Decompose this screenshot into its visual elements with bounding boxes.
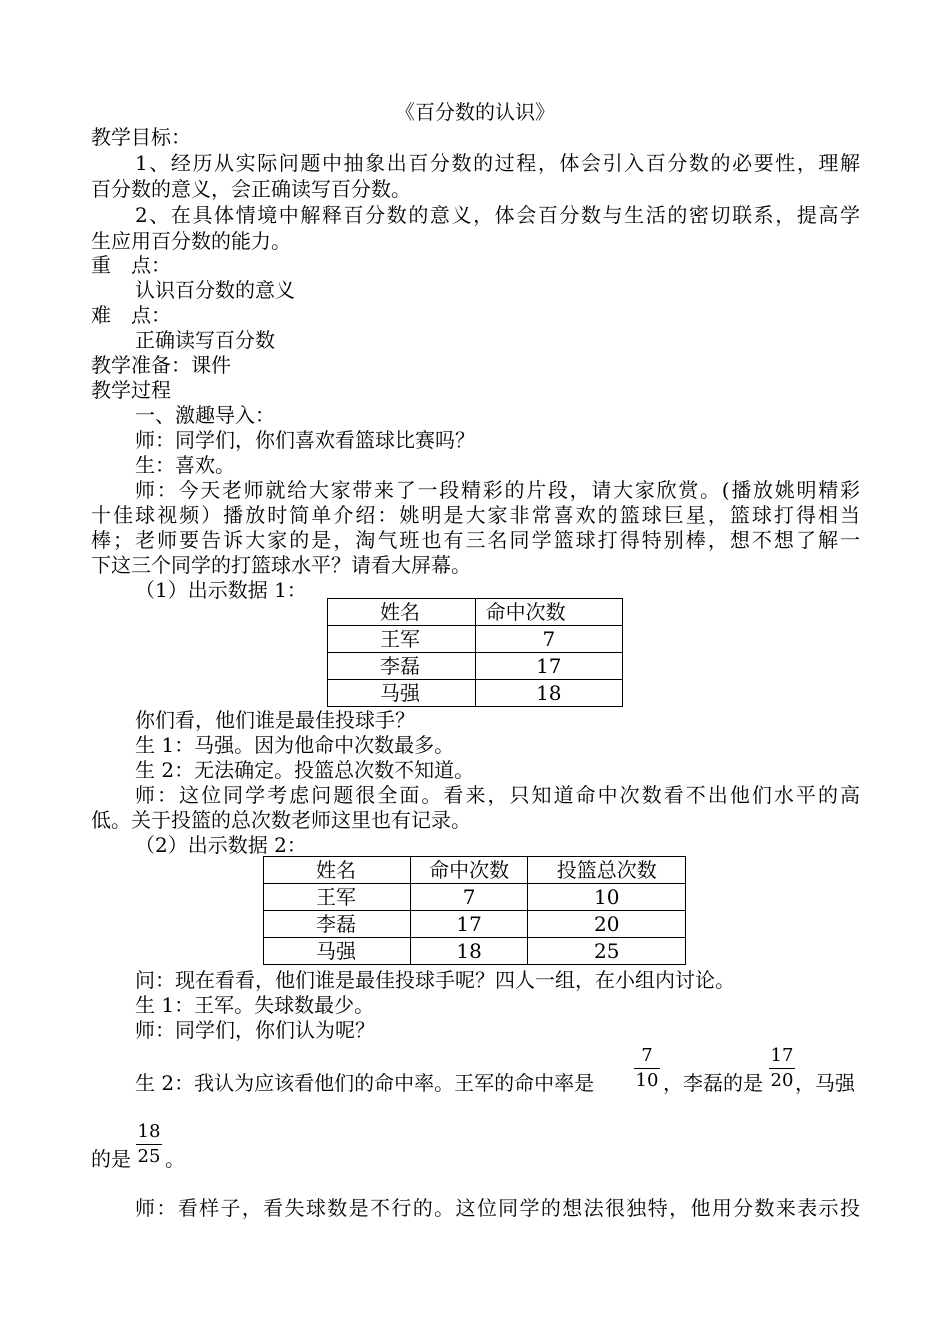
student-line-1: 生：喜欢。 — [135, 453, 235, 477]
table-cell: 李磊 — [264, 911, 411, 938]
table-cell: 7 — [475, 626, 622, 653]
teacher-line-2b: 十佳球视频）播放时简单介绍：姚明是大家非常喜欢的篮球巨星，篮球打得相当 — [91, 503, 860, 527]
fraction-7-10 — [634, 1045, 660, 1092]
data-1-caption: （1）出示数据 1： — [135, 578, 307, 602]
key-point-text: 认识百分数的意义 — [135, 278, 295, 302]
goal-2-line-1: 2、在具体情境中解释百分数的意义，体会百分数与生活的密切联系，提高学 — [135, 203, 860, 227]
table-header-row — [264, 857, 686, 884]
table-cell: 马强 — [264, 938, 411, 965]
fraction-18-25 — [136, 1121, 162, 1168]
teacher-line-2c: 棒；老师要告诉大家的是，淘气班也有三名同学篮球打得特别棒，想不想了解一 — [91, 528, 860, 552]
table-header-cell: 姓名 — [264, 857, 411, 884]
teacher-line-2a: 师：今天老师就给大家带来了一段精彩的片段，请大家欣赏。(播放姚明精彩 — [135, 478, 860, 502]
table-row — [328, 680, 623, 707]
teacher-line-3: 师：同学们，你们认为呢？ — [135, 1018, 375, 1042]
table-cell: 17 — [410, 911, 528, 938]
fraction-bar — [769, 1068, 795, 1069]
fraction-denominator: 25 — [137, 1146, 161, 1167]
teacher-line-1: 师：同学们，你们喜欢看篮球比赛吗？ — [135, 428, 475, 452]
teacher-line-2d: 下这三个同学的打篮球水平？请看大屏幕。 — [91, 553, 471, 577]
table-row — [264, 884, 686, 911]
table-header-cell: 姓名 — [328, 599, 476, 626]
fraction-bar — [136, 1144, 162, 1145]
student-2-answer-part1: 生 2：我认为应该看他们的命中率。王军的命中率是 — [135, 1071, 595, 1095]
teacher-line-4: 师：看样子，看失球数是不行的。这位同学的想法很独特，他用分数来表示投 — [135, 1196, 860, 1220]
difficulty-label: 难 点： — [91, 303, 171, 327]
table-cell: 10 — [528, 884, 686, 911]
fraction-numerator: 17 — [770, 1045, 794, 1066]
table-cell: 18 — [410, 938, 528, 965]
data-2-caption: （2）出示数据 2： — [135, 833, 307, 857]
data-2-table — [263, 856, 686, 965]
table-row — [264, 938, 686, 965]
table-row — [264, 911, 686, 938]
table-row — [328, 653, 623, 680]
key-point-label: 重 点： — [91, 253, 171, 277]
table-header-cell: 命中次数 — [475, 599, 622, 626]
fraction-bar — [634, 1068, 660, 1069]
fraction-numerator: 7 — [641, 1045, 653, 1066]
table-header-row — [328, 599, 623, 626]
question-line-2: 问：现在看看，他们谁是最佳投球手呢？四人一组，在小组内讨论。 — [135, 968, 735, 992]
question-line: 你们看，他们谁是最佳投球手？ — [135, 708, 415, 732]
difficulty-text: 正确读写百分数 — [135, 328, 275, 352]
student-1-answer: 生 1：马强。因为他命中次数最多。 — [135, 733, 455, 757]
table-cell: 17 — [475, 653, 622, 680]
student-2-answer-part3: ，马强 — [795, 1071, 855, 1095]
goal-1-line-1: 1、经历从实际问题中抽象出百分数的过程，体会引入百分数的必要性，理解 — [135, 151, 860, 175]
table-header-cell: 命中次数 — [410, 857, 528, 884]
data-1-table — [327, 598, 623, 707]
table-cell: 王军 — [264, 884, 411, 911]
table-cell: 李磊 — [328, 653, 476, 680]
table-row — [328, 626, 623, 653]
fraction-numerator: 18 — [137, 1121, 161, 1142]
table-header-cell: 投篮总次数 — [528, 857, 686, 884]
goal-1-line-2: 百分数的意义，会正确读写百分数。 — [91, 177, 411, 201]
fraction-17-20 — [769, 1045, 795, 1092]
table-cell: 马强 — [328, 680, 476, 707]
student-2-answer: 生 2：无法确定。投篮总次数不知道。 — [135, 758, 475, 782]
teacher-comment-1a: 师：这位同学考虑问题很全面。看来，只知道命中次数看不出他们水平的高 — [135, 783, 860, 807]
goal-heading: 教学目标： — [91, 125, 191, 149]
student-1-answer-2: 生 1：王军。失球数最少。 — [135, 993, 375, 1017]
table-cell: 18 — [475, 680, 622, 707]
student-2-answer-part4: 的是 — [91, 1147, 131, 1171]
preparation: 教学准备：课件 — [91, 353, 231, 377]
fraction-denominator: 10 — [635, 1070, 659, 1091]
process-heading: 教学过程 — [91, 378, 171, 402]
student-2-answer-part2: ，李磊的是 — [663, 1071, 763, 1095]
table-cell: 王军 — [328, 626, 476, 653]
section-1-heading: 一、激趣导入： — [135, 403, 275, 427]
teacher-comment-1b: 低。关于投篮的总次数老师这里也有记录。 — [91, 808, 471, 832]
fraction-denominator: 20 — [770, 1070, 794, 1091]
table-cell: 20 — [528, 911, 686, 938]
table-cell: 25 — [528, 938, 686, 965]
goal-2-line-2: 生应用百分数的能力。 — [91, 229, 291, 253]
page-title: 《百分数的认识》 — [395, 100, 555, 124]
table-cell: 7 — [410, 884, 528, 911]
student-2-answer-part5: 。 — [165, 1147, 185, 1171]
